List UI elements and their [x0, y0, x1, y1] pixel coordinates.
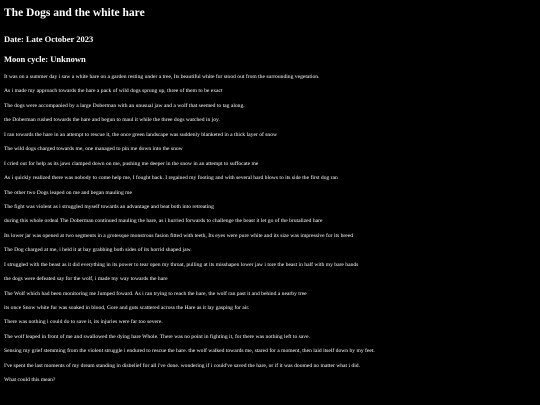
text-line: during this whole ordeal The Doberman continued mauling the hare, as i hurried forwards to challenge the beast it let go of the brutalized hare	[4, 218, 323, 225]
text-line: the Doberman rushed towards the hare and begun to maul it while the three dogs watched in joy.	[4, 117, 220, 124]
text-line: As i made my approach towards the hare a pack of wild dogs sprung up, three of them to be exact	[4, 88, 223, 95]
text-line: Its lower jar was opened at two segments in a grotesque monstrous fasion fitted with teeth, Its eyes were pure white and its size was impressive for its breed	[4, 232, 354, 239]
page-title: The Dogs and the white hare	[4, 7, 145, 19]
text-line: The wild dogs charged towards me, one managed to pin me down into the snow	[4, 146, 183, 153]
text-line: The Wolf which had been monitoring me Jumped foward. As i ran trying to reach the hare, the wolf ran past it and behind a nearby tree	[4, 290, 307, 297]
text-line: What could this mean?	[4, 377, 56, 384]
text-line: The other two Dogs leaped on me and began mauling me	[4, 189, 132, 196]
text-line: The wolf leaped in front of me and swallowed the dying hare Whole. There was no point in fighting it, for there was nothing left to save.	[4, 333, 310, 340]
dream-text	[4, 74, 536, 384]
text-line: As i quickly realized there was nobody to come help me, I fought back. I regained my footing and with several hard blows to its side the first dog ran	[4, 175, 338, 182]
text-line: It was on a summer day i saw a white hare on a garden resting under a tree, Its beautiful white fur stood out from the surrounding vegetation.	[4, 74, 320, 80]
text-line: the dogs were defeated say for the wolf, i made my way towards the hare	[4, 276, 168, 283]
text-line: I struggled with the beast as it did everything in its power to tear open my throat, pulling at its misshapen lower jaw i tore the beast in half with my bare hands	[4, 261, 359, 268]
text-line: There was nothing i could do to save it, its injuries were far too severe.	[4, 319, 163, 326]
text-line: Sensing my grief stemming from the violent struggle i endured to rescue the hare. the wolf walked towards me, stared for a moment, then laid itself down by my feet.	[4, 348, 375, 355]
text-line: The dogs were accompanied by a large Doberman with an unusual jaw and a wolf that seemed to tag along.	[4, 102, 245, 109]
entry-date: Date: Late October 2023	[4, 34, 94, 44]
text-line: I've spent the last moments of my dream standing in disbelief for all i've done. wondering if i could've saved the hare, or if it was doomed no matter what i did.	[4, 362, 360, 369]
text-line: I cried out for help as its jaws clamped down on me, pushing me deeper in the snow in an attempt to suffocate me	[4, 160, 259, 167]
text-line: The fight was violent as i struggled myself towards an advantage and beat both into retreating	[4, 203, 214, 210]
text-line: The Dog charged at me, i held it at bay grabbing both sides of its horrid shaped jaw.	[4, 247, 192, 254]
text-line: its once Snow white fur was soaked in blood, Gore and guts scattered across the Hare as it lay gasping for air.	[4, 305, 250, 311]
moon-cycle: Moon cycle: Unknown	[4, 54, 86, 64]
text-line: I ran towards the hare in an attempt to rescue it, the once green landscape was suddenly blanketed in a thick layer of snow	[4, 131, 278, 138]
